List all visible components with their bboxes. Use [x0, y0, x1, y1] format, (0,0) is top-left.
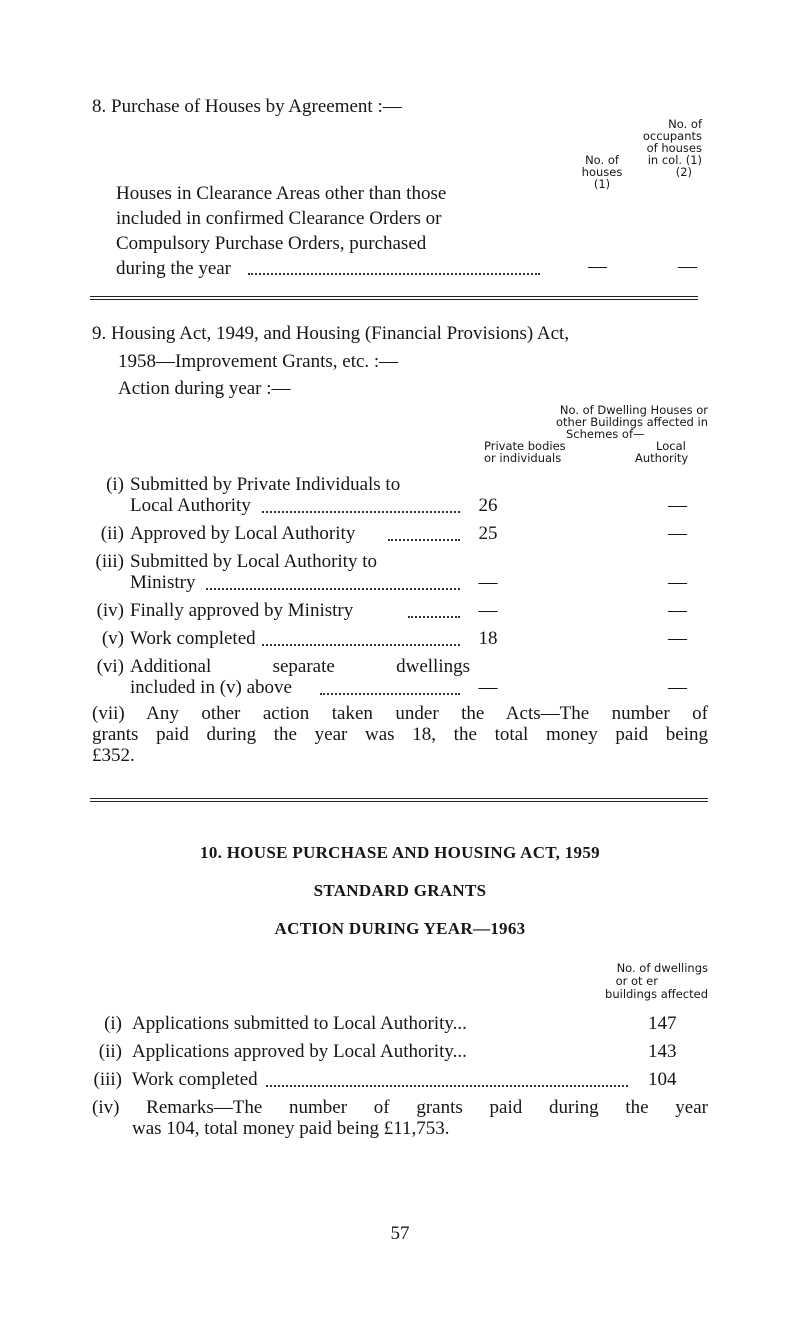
- divider: [90, 299, 698, 300]
- s10-head-line2: or ot er: [615, 974, 658, 988]
- s9-row-num: (iii): [95, 551, 124, 572]
- s9-row-num: (i): [106, 474, 124, 495]
- s9-head-line1: No. of Dwelling Houses or: [559, 403, 708, 417]
- s10-row-label: Applications submitted to Local Authority...: [132, 1013, 467, 1034]
- section-9-title-line1: 9. Housing Act, 1949, and Housing (Financial Provisions) Act,: [92, 323, 570, 344]
- divider: [90, 296, 698, 297]
- s10-row-num: (iii): [93, 1069, 122, 1090]
- s9-head-private-1: Private bodies: [484, 439, 566, 453]
- s8-col2-head-line2: occupants: [642, 129, 702, 143]
- s9-local-value: —: [668, 628, 687, 649]
- leader-dots: [262, 511, 460, 513]
- s9-row-num: (vi): [96, 656, 124, 677]
- leader-dots: [248, 273, 540, 275]
- s10-iv-line1: (iv) Remarks—The number of grants paid during the year: [92, 1097, 708, 1118]
- s9-head-local-1: Local: [656, 439, 686, 453]
- s10-row-value: 143: [648, 1041, 677, 1062]
- divider: [90, 801, 708, 802]
- s9-local-value: —: [668, 600, 687, 621]
- s8-value-col2: —: [678, 256, 697, 277]
- s9-vii-line3: £352.: [92, 745, 135, 766]
- section-10-title: 10. HOUSE PURCHASE AND HOUSING ACT, 1959: [200, 843, 600, 862]
- leader-dots: [262, 644, 460, 646]
- s10-row-num: (i): [104, 1013, 122, 1034]
- leader-dots: [206, 588, 460, 590]
- s9-local-value: —: [668, 495, 687, 516]
- s9-vii-line1: (vii) Any other action taken under the Acts—The number of: [92, 703, 708, 724]
- s8-col1-head-line1: No. of: [585, 153, 619, 167]
- section-8-title: 8. Purchase of Houses by Agreement :—: [92, 96, 402, 117]
- s9-row-num: (ii): [100, 523, 124, 544]
- s9-local-value: —: [668, 523, 687, 544]
- s9-private-value: 26: [478, 495, 498, 516]
- s9-row-label-cont: included in (v) above: [130, 677, 292, 698]
- s9-head-line3: Schemes of—: [566, 427, 645, 441]
- s9-row-label: Additional separate dwellings: [130, 656, 470, 677]
- s10-head-line1: No. of dwellings: [616, 961, 708, 975]
- s10-row-num: (ii): [98, 1041, 122, 1062]
- s9-local-value: —: [668, 677, 687, 698]
- leader-dots: [320, 693, 460, 695]
- s9-row-label: Submitted by Private Individuals to: [130, 474, 401, 495]
- s8-desc-line4: during the year: [116, 258, 232, 279]
- leader-dots: [266, 1085, 628, 1087]
- s8-col2-head-line4: in col. (1): [647, 153, 702, 167]
- s8-desc-line1: Houses in Clearance Areas other than those: [116, 183, 447, 204]
- s10-iv-line2: was 104, total money paid being £11,753.: [132, 1118, 450, 1139]
- s8-value-col1: —: [588, 256, 607, 277]
- page-number: 57: [390, 1223, 410, 1244]
- section-10-subtitle-1: STANDARD GRANTS: [313, 881, 487, 900]
- s8-desc-line2: included in confirmed Clearance Orders or: [116, 208, 442, 229]
- s9-private-value: —: [478, 600, 498, 621]
- section-9-title-line3: Action during year :—: [118, 378, 291, 399]
- section-10-subtitle-2: ACTION DURING YEAR—1963: [274, 919, 526, 938]
- s9-head-private-2: or individuals: [484, 451, 562, 465]
- s9-row-label-cont: Local Authority: [130, 495, 251, 516]
- s9-private-value: —: [478, 677, 498, 698]
- s9-private-value: 25: [478, 523, 498, 544]
- s9-row-num: (iv): [96, 600, 124, 621]
- s10-head-line3: buildings affected: [605, 987, 708, 1001]
- s9-row-label-cont: Ministry: [130, 572, 196, 593]
- s8-desc-line3: Compulsory Purchase Orders, purchased: [116, 233, 427, 254]
- s8-col1-head-line3: (1): [593, 177, 611, 191]
- s9-row-label: Submitted by Local Authority to: [130, 551, 377, 572]
- s10-row-label: Work completed: [132, 1069, 258, 1090]
- s10-row-value: 104: [648, 1069, 677, 1090]
- s8-col1-head-line2: houses: [581, 165, 623, 179]
- leader-dots: [388, 539, 460, 541]
- s9-private-value: —: [478, 572, 498, 593]
- s8-col2-head-line1: No. of: [668, 117, 702, 131]
- s9-head-line2: other Buildings affected in: [556, 415, 708, 429]
- s9-private-value: 18: [478, 628, 498, 649]
- leader-dots: [408, 616, 460, 618]
- s9-vii-line2: grants paid during the year was 18, the total money paid being: [92, 724, 708, 745]
- s9-row-label: Finally approved by Ministry: [130, 600, 354, 621]
- s8-col2-head-line5: (2): [675, 165, 692, 179]
- section-9-title-line2: 1958—Improvement Grants, etc. :—: [118, 351, 399, 372]
- s8-col2-head-line3: of houses: [646, 141, 702, 155]
- divider: [90, 798, 708, 799]
- s9-local-value: —: [668, 572, 687, 593]
- s9-row-num: (v): [101, 628, 124, 649]
- s9-row-label: Work completed: [130, 628, 256, 649]
- s10-row-label: Applications approved by Local Authority...: [132, 1041, 467, 1062]
- s9-head-local-2: Authority: [635, 451, 689, 465]
- s9-row-label: Approved by Local Authority: [130, 523, 356, 544]
- s10-row-value: 147: [648, 1013, 677, 1034]
